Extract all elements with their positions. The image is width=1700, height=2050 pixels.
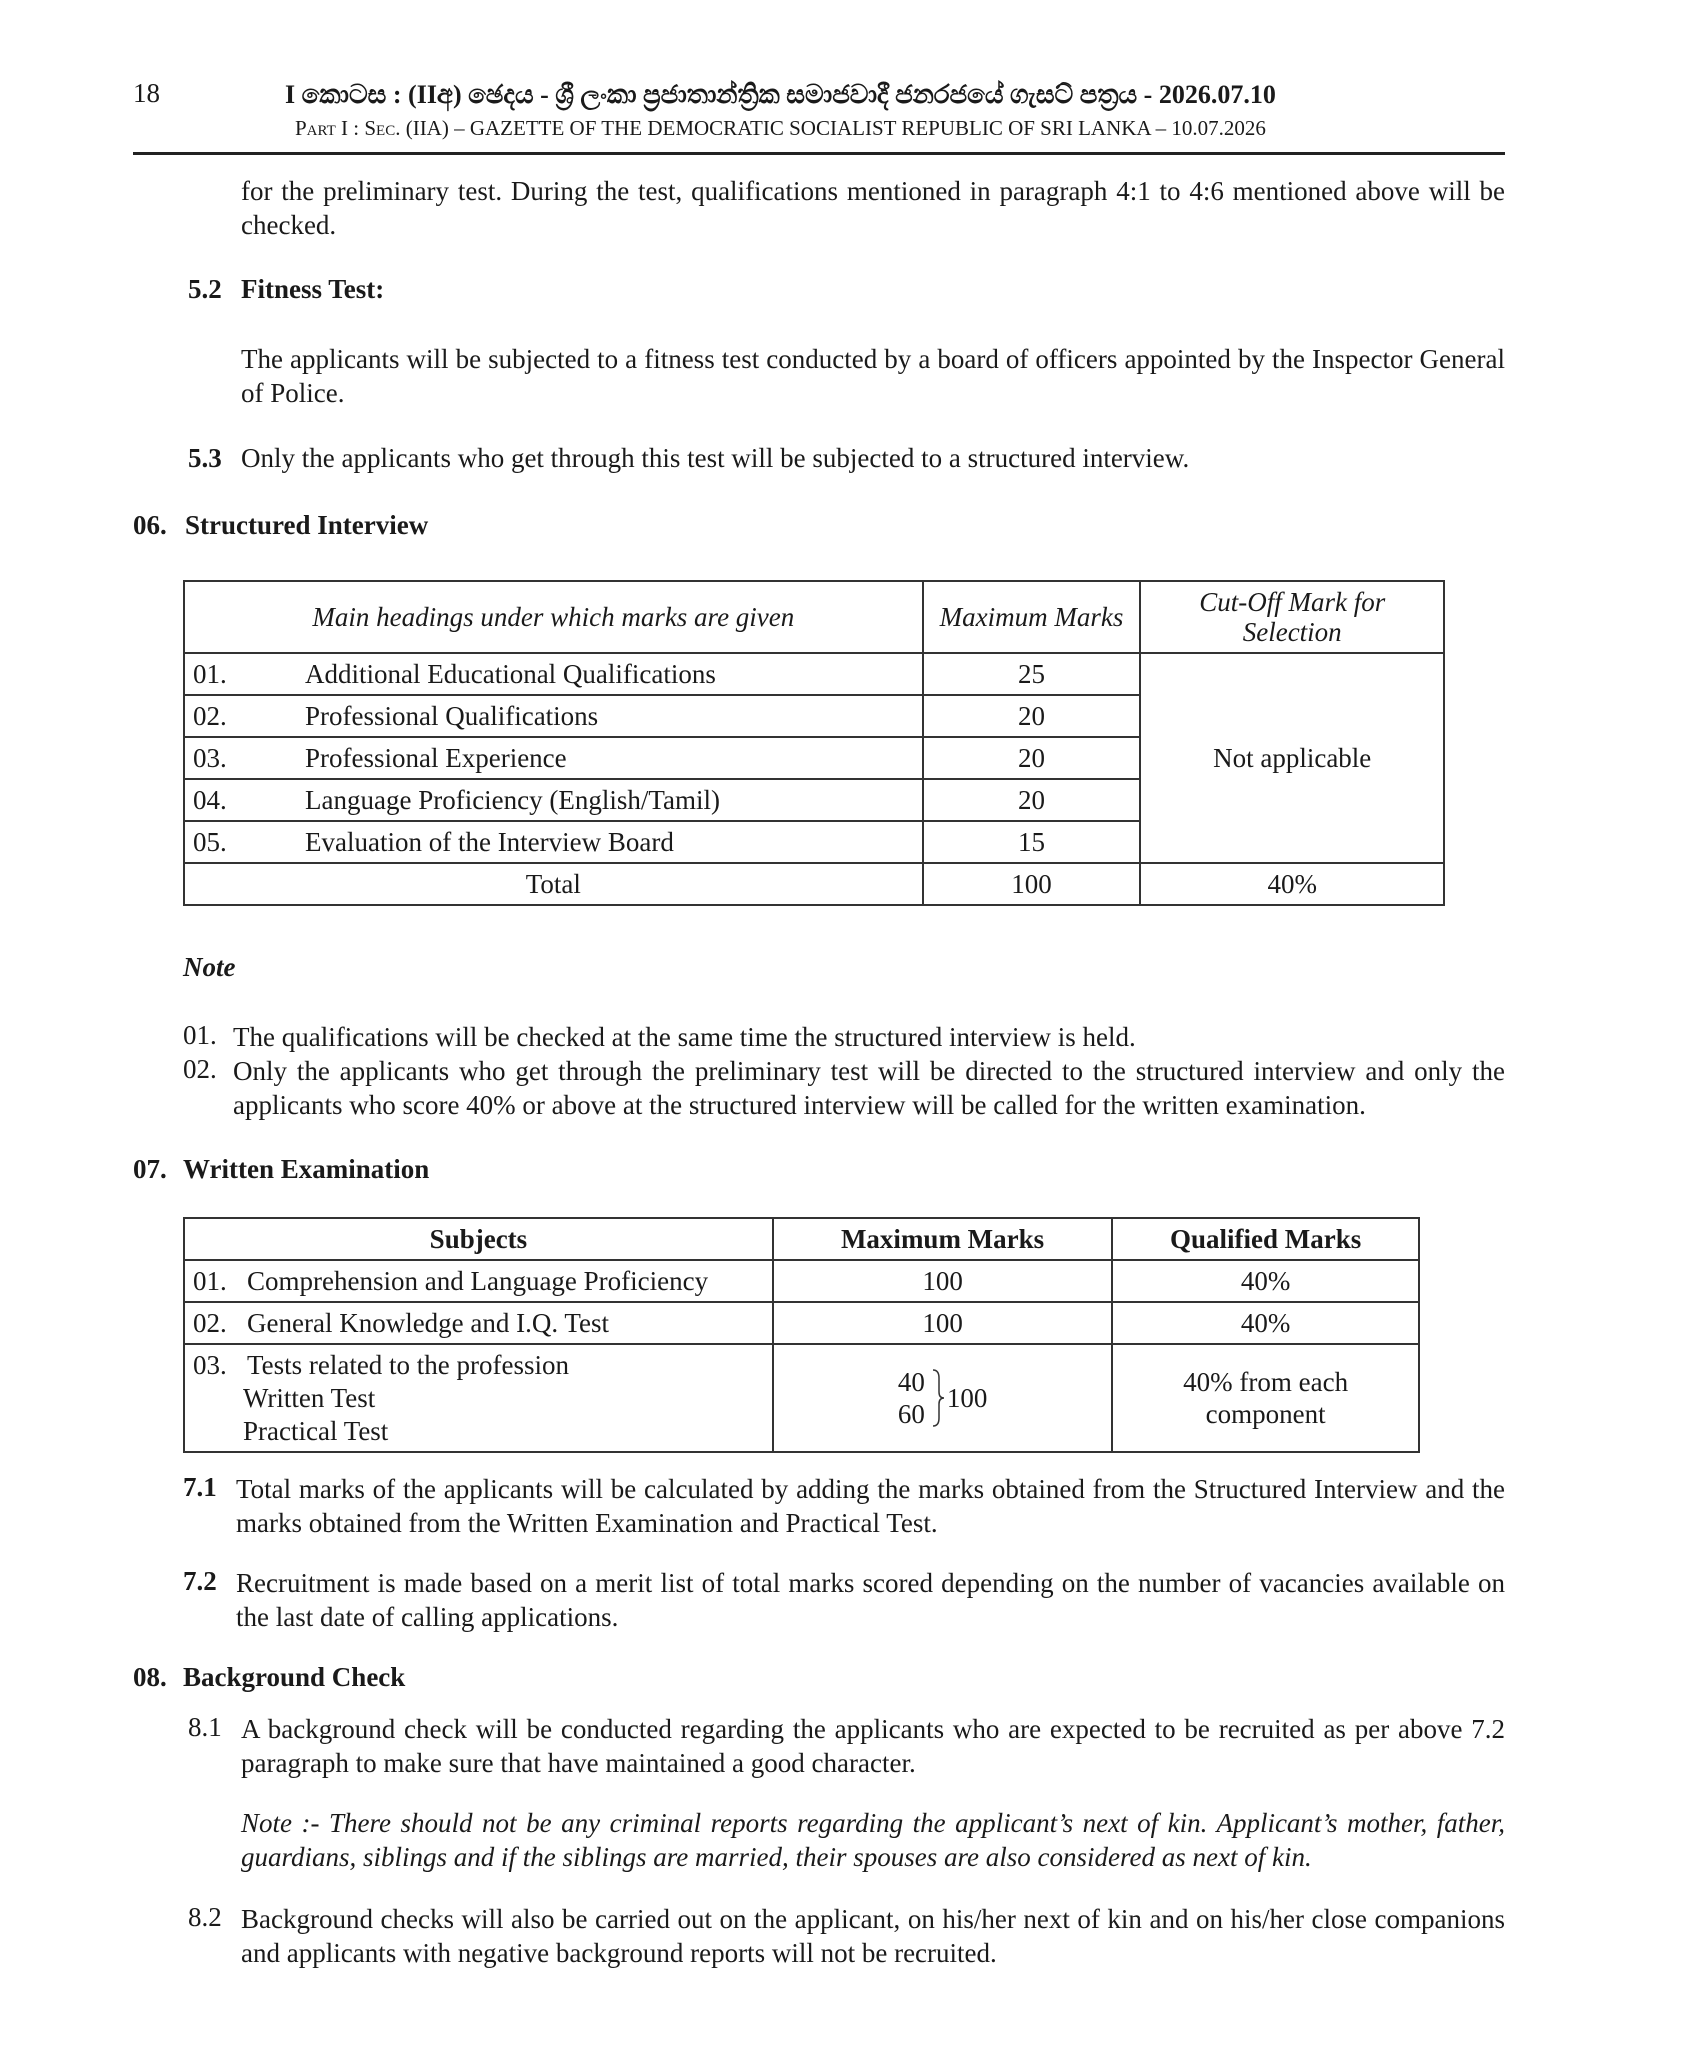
row-label: Professional Experience [305,742,567,773]
header-subjects: Subjects [184,1218,773,1260]
row-label: Professional Qualifications [305,700,599,731]
header-maximum-marks: Maximum Marks [923,581,1141,653]
row-label: Comprehension and Language Proficiency [247,1265,709,1296]
note-2-number: 02. [183,1054,217,1084]
section-5-2-body: The applicants will be subjected to a fitness test conducted by a board of officers appointed by the Inspector General of Police. [241,344,1505,408]
cutoff-not-applicable: Not applicable [1140,653,1444,863]
table-header-row [184,581,1444,653]
component-total-marks: 100 [946,1382,988,1413]
para-7-1-number: 7.1 [183,1472,217,1502]
row-label: General Knowledge and I.Q. Test [247,1307,609,1338]
total-marks: 100 [923,863,1141,905]
row-number: 01. [193,1265,227,1296]
para-7-2-text: Recruitment is made based on a merit list of total marks scored depending on the number of vacancies available on the last date of calling applications. [236,1568,1505,1632]
para-7-2-number: 7.2 [183,1566,217,1596]
para-8-1-text: A background check will be conducted regarding the applicants who are expected to be recruited as per above 7.2 paragraph to make sure that have maintained a good character. [241,1714,1505,1778]
section-07-number: 07. [133,1154,167,1184]
written-test-label: Written Test [243,1383,376,1413]
row-number: 01. [193,658,227,689]
continuation-paragraph: for the preliminary test. During the test, qualifications mentioned in paragraph 4:1 to 4:6 mentioned above will be checked. [241,176,1505,240]
header-rule [133,152,1505,155]
section-06-title: Structured Interview [185,510,429,540]
section-07-title: Written Examination [183,1154,430,1184]
total-label: Total [184,863,923,905]
row-number: 03. [193,742,227,773]
row-qualified: 40% [1112,1302,1419,1344]
header-qualified-marks: Qualified Marks [1112,1218,1419,1260]
para-8-2-text: Background checks will also be carried out on the applicant, on his/her next of kin and on his/her close companions and applicants with negative background reports will not be recruited. [241,1904,1505,1968]
total-cutoff: 40% [1140,863,1444,905]
row-number: 04. [193,784,227,815]
table-row [184,1302,1419,1344]
row-marks: 25 [923,653,1141,695]
header-main-headings: Main headings under which marks are given [184,581,923,653]
table-row [184,1344,1419,1452]
practical-test-label: Practical Test [243,1416,389,1446]
brace-icon [931,1368,945,1428]
row-marks: 20 [923,779,1141,821]
row-label: Language Proficiency (English/Tamil) [305,784,720,815]
row-marks: 100 [773,1302,1112,1344]
row-marks: 20 [923,737,1141,779]
row-number: 05. [193,826,227,857]
para-7-1-text: Total marks of the applicants will be calculated by adding the marks obtained from the Structured Interview and the marks obtained from the Written Examination and Practical Test. [236,1474,1505,1538]
component-marks [898,1366,988,1430]
background-note: Note :- There should not be any criminal reports regarding the applicant’s next of kin. Applicant’s mother, father, guardians, siblings and if the siblings are married, their spouses are also considered as next of kin. [241,1808,1505,1872]
section-5-3-body: Only the applicants who get through this test will be subjected to a structured interview. [241,443,1190,473]
header-cutoff-mark: Cut-Off Mark for Selection [1140,581,1444,653]
section-08-title: Background Check [183,1662,406,1692]
written-test-marks: 40 [897,1367,925,1397]
header-maximum-marks: Maximum Marks [773,1218,1112,1260]
section-06-number: 06. [133,510,167,540]
total-row [184,863,1444,905]
note-title: Note [183,952,236,982]
row-label: Tests related to the profession [247,1350,570,1380]
section-5-2-number: 5.2 [188,274,222,304]
row-marks: 100 [773,1260,1112,1302]
table-header-row [184,1218,1419,1260]
row-qualified: 40% from each component [1112,1344,1419,1452]
note-1-text: The qualifications will be checked at the same time the structured interview is held. [233,1022,1136,1052]
table-row [184,1260,1419,1302]
page-number: 18 [133,78,160,108]
row-number: 03. [193,1350,227,1380]
note-2-text: Only the applicants who get through the preliminary test will be directed to the structured interview and only the applicants who score 40% or above at the structured interview will be called for the written examination. [233,1056,1505,1120]
row-marks: 20 [923,695,1141,737]
row-number: 02. [193,700,227,731]
table-row [184,653,1444,695]
gazette-header-sinhala: I කොටස : (IIඅ) ඡෙදය - ශ්‍රී ලංකා ප්‍රජාතාන්ත්‍රික සමාජවාදී ජනරජයේ ගැසට් පත්‍රය - 2026.07.10 [285,80,1276,109]
row-label: Additional Educational Qualifications [305,658,716,689]
written-exam-table [183,1217,1420,1453]
structured-interview-table [183,580,1445,906]
row-number: 02. [193,1307,227,1338]
para-8-1-number: 8.1 [188,1712,222,1742]
row-qualified: 40% [1112,1260,1419,1302]
section-08-number: 08. [133,1662,167,1692]
section-5-2-title: Fitness Test: [241,274,385,304]
gazette-header-english: Part I : Sec. (IIA) – GAZETTE OF THE DEMOCRATIC SOCIALIST REPUBLIC OF SRI LANKA – 10.07.2026 [295,116,1266,140]
section-5-3-number: 5.3 [188,443,222,473]
note-1-number: 01. [183,1020,217,1050]
row-label: Evaluation of the Interview Board [305,826,674,857]
para-8-2-number: 8.2 [188,1902,222,1932]
practical-test-marks: 60 [897,1399,925,1429]
row-marks: 15 [923,821,1141,863]
